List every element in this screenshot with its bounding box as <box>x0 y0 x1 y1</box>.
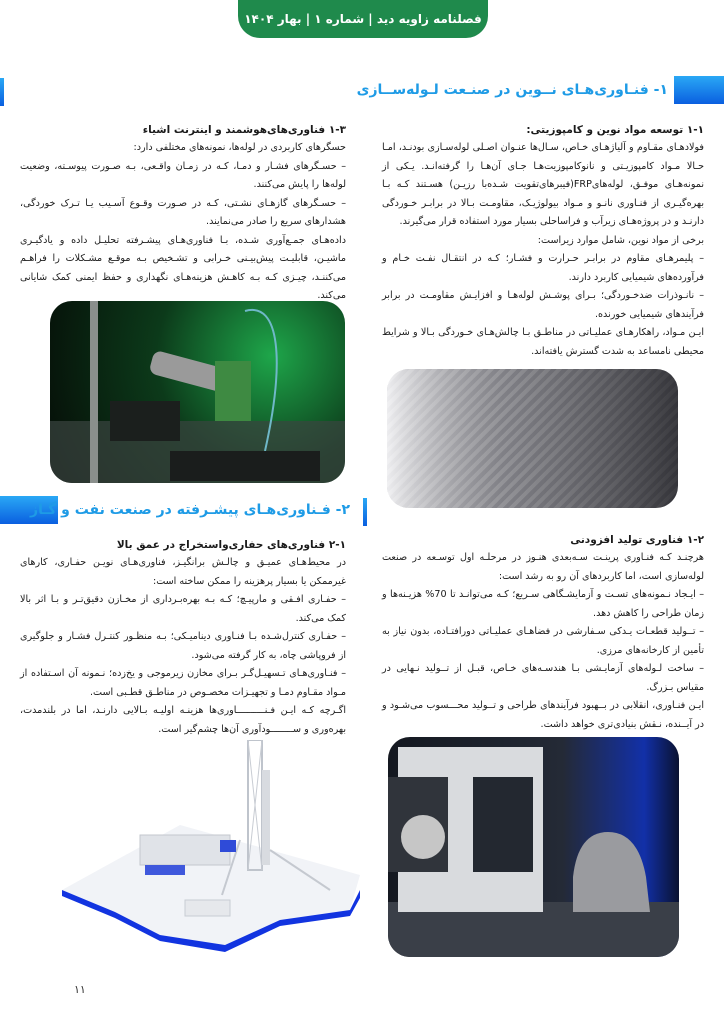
lab-equipment-illustration <box>50 301 345 483</box>
paragraph: حسگرهای کاربردی در لوله‌ها، نمونه‌های مختلفی دارد: <box>133 142 346 153</box>
paragraph: در محیط‌هـای عمیـق و چالـش برانگیـز، فناوری‌هـای نویـن حفـاری، کارهای غیرممکن یا بسیار پرهزینه را ممکن ساخته است: <box>20 557 346 587</box>
paragraph: اگـرچه کـه ایـن فـنــــــــــاوری‌ها هزینـه اولیـه بـالایی دارنـد، اما در بلندمدت، بهره‌وری و ســــــــودآوری آن‌ها چشم‌گیر است. <box>20 705 346 735</box>
section-1-1 <box>382 121 704 361</box>
paragraph: – فنـاوری‌هـای تـسهیـل‌گـر بـرای مخازن زیرموجی و یخ‌زده؛ نـمونه آن اسـتفاده از مـواد مقـاوم دمـا و تجهیـزات مخصـوص در مناطـق قطـبی است. <box>20 668 346 698</box>
section-1-heading <box>357 76 668 104</box>
section-1-title: ۱- فنـاوری‌هـای نــوین در صنـعت لـوله‌ســازی <box>356 82 668 98</box>
paragraph: – پلیمرهـای مقاوم در برابـر حـرارت و فشـار؛ کـه در انتقـال نفـت خـام و فرآورده‌های شیمیایی کاربرد دارند. <box>382 253 704 283</box>
page-number: ۱۱ <box>74 983 86 996</box>
drilling-rig-illustration <box>30 740 360 955</box>
paragraph: داده‌هـای جمـع‌آوری شـده، بـا فناوری‌هـای پیشـرفته تحلیـل داده و یادگیـری ماشیـن، قابلیـت پیش‌بیـنی خـرابی و تشـخیص بـه موقـع مشـکلات را فراهـم می‌کننـد، چیـزی کـه بـه کاهـش هزینه‌هـای نگهداری و حفظ ایمنی کمک شایانی می‌کند. <box>20 234 346 301</box>
paragraph: – حفـاری افـقی و مارپیـچ؛ کـه بـه بهره‌بـرداری از مخـازن دقیق‌تـر و بـا اثر بالا کمک می‌کند. <box>20 594 346 624</box>
section-2-heading <box>30 496 350 524</box>
paragraph: – حسـگرهای گازهـای نشـتی، کـه در صـورت وقـوع آسـیب یـا تـرک خوردگی، هشدارهای سریع را صادر می‌نمایند. <box>20 197 346 227</box>
section-1-2-heading: ۱-۲ فناوری تولید افزودنی <box>570 534 704 546</box>
section-2-title: ۲- فـناوری‌هـای پیشـرفته در صنعت نفت و گـاز <box>30 502 350 518</box>
3d-printer-illustration <box>388 737 679 957</box>
section-2-bar-right <box>363 498 367 526</box>
paragraph: – ایـجاد نـمونه‌های تسـت و آزمایشـگاهی سـریع؛ کـه می‌توانـد تا 70% هزیـنه‌ها و زمان طراحی را کاهش دهد. <box>382 589 704 619</box>
section-2-1 <box>20 536 346 739</box>
paragraph: فولادهـای مقـاوم و آلیاژهـای خـاص، سـال‌ها عنـوان اصـلی لوله‌سـازی بودنـد، امـا حـالا مـواد کامپوزیـتی و نانوکامپوزیت‌هـا جـای آن‌هـا را گرفته‌انـد. یـکی از نمونه‌هـای موفـق، لوله‌هایFRP(فیبرهای‌تقویت شـده‌با رزیـن) هسـتند کـه بـا بهره‌گیـری از فنـاوری نانـو و مـواد بیولوژیـک، مقاومـت بـالا در برابـر خـوردگی دارنـد و در پروژه‌هـای زیرآب و فراساحلی بسیار مورد استفاده قرار می‌گیرند. <box>382 142 704 227</box>
section-1-bar-right <box>674 76 724 104</box>
section-1-3 <box>20 121 346 306</box>
paragraph: برخی از مواد نوین، شامل موارد زیراست: <box>537 234 704 246</box>
paragraph: – حفـاری کنترل‌شـده بـا فنـاوری دینامیـکی؛ بـه منظـور کنتـرل فشـار و جلوگیری از فروپاشی چاه، به کار گرفته می‌شود. <box>20 631 346 661</box>
paragraph: – نانـوذرات ضدخـوردگی؛ بـرای پوشـش لوله‌هـا و افزایـش مقاومـت در برابر فرآیندهای شیمیایی خورنده. <box>382 290 704 320</box>
paragraph: ایـن فنـاوری، انقلابی در بــهبود فرآیندهای طراحی و تــولید محـــسوب می‌شـود و در آیــنده، نـقش بنیادی‌تری خواهد داشت. <box>382 700 704 730</box>
paragraph: هرچنـد کـه فنـاوری پرینـت سـه‌بعدی هنـوز در مرحلـه اول توسـعه در صنعت لوله‌سازی است، اما کاربردهای آن رو به رشد است: <box>382 552 704 582</box>
section-1-bar-left <box>0 78 4 106</box>
paragraph: ایـن مـواد، راهکارهـای عملیـاتی در مناطـق بـا چالش‌هـای خـوردگی بـالا و شرایط محیطی نامساعد به شدت گسترش یافته‌اند. <box>382 327 704 357</box>
section-2-1-heading: ۲-۱ فناوری‌های حفاری‌واستخراج در عمق بالا <box>116 539 346 551</box>
drilling-rig-graphic <box>30 740 360 955</box>
masthead-text: فصلنامه زاویه دید | شماره ۱ | بهار ۱۴۰۴ <box>244 12 482 26</box>
paragraph: – ساخت لـوله‌های آزمایـشی بـا هندسـه‌های خـاص، قبـل از تــولید نـهایی در مقیاس بـزرگ. <box>382 663 704 693</box>
carbon-fiber-photo <box>387 369 678 508</box>
paragraph: – حسـگرهای فشـار و دمـا، کـه در زمـان واقـعی، بـه صـورت پیوسـته، وضعیت لوله‌ها را پایش می‌کنند. <box>20 160 346 190</box>
section-1-3-heading: ۱-۳ فناوری‌های‌هوشمند و اینترنت اشیاء <box>142 124 346 136</box>
masthead <box>238 0 488 38</box>
section-1-2 <box>382 531 704 734</box>
paragraph: – تــولید قطعـات یـدکی سـفارشی در فضاهـای عملیـاتی دورافتـاده، بدون نیاز به تأمین از کارخانه‌های مرزی. <box>382 626 704 656</box>
fiber-texture-illustration <box>387 369 678 508</box>
section-1-1-heading: ۱-۱ توسعه مواد نوین و کامپوزیتی: <box>526 124 704 136</box>
lab-equipment-photo <box>50 301 345 483</box>
3d-printer-photo <box>388 737 679 957</box>
